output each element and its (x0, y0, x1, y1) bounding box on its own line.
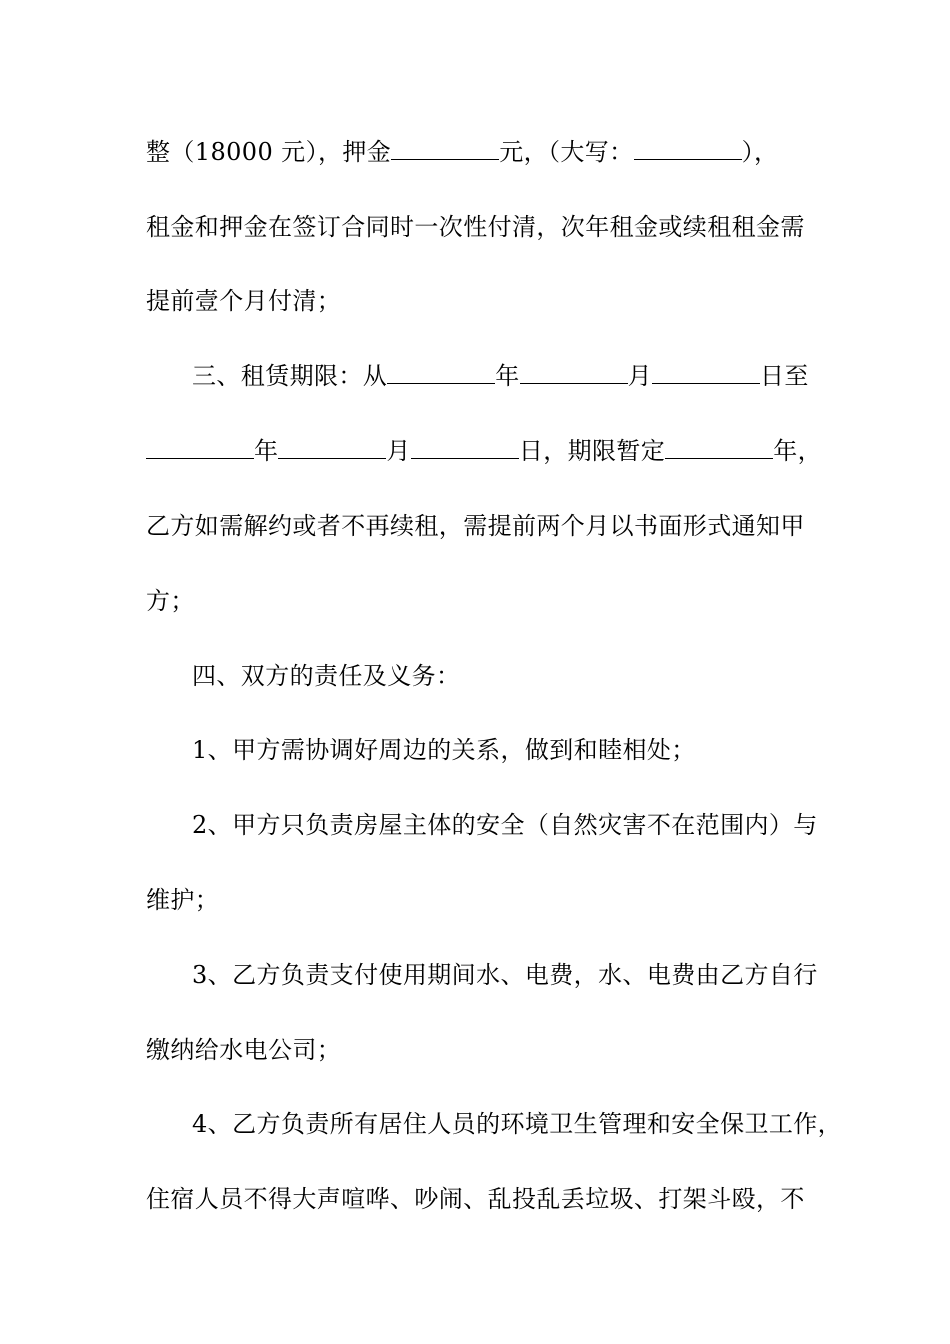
text-line-5 (146, 435, 826, 467)
text-line-2 (146, 211, 826, 243)
text-segment: 缴纳给水电公司； (146, 1036, 342, 1064)
blank-field-end-day (411, 436, 519, 459)
text-segment: 月 (627, 362, 653, 390)
text-segment: 四、双方的责任及义务： (192, 662, 461, 690)
blank-field-deposit-capital (634, 137, 742, 160)
blank-field-start-year (387, 361, 495, 384)
text-segment: 方； (146, 587, 195, 615)
blank-field-term-years (665, 436, 773, 459)
text-segment: 三、租赁期限：从 (192, 362, 388, 390)
text-line-13 (146, 1034, 826, 1066)
text-line-4 (192, 360, 872, 392)
text-segment: 年， (773, 437, 823, 465)
section-heading (192, 660, 872, 692)
text-segment: 整（18000 元），押金 (146, 138, 392, 166)
text-segment: 元，（大写： (499, 138, 634, 166)
text-segment: 年 (495, 362, 520, 390)
text-segment: 年 (254, 437, 279, 465)
text-line-3 (146, 285, 826, 317)
text-segment: 1、甲方需协调好周边的关系，做到和睦相处； (192, 736, 696, 764)
text-line-1 (146, 136, 826, 168)
text-line-10 (192, 809, 872, 841)
text-segment: 4、乙方负责所有居住人员的环境卫生管理和安全保卫工作， (192, 1110, 843, 1138)
text-segment: 日，期限暂定 (518, 437, 666, 465)
text-line-14 (192, 1108, 872, 1140)
text-line-9 (192, 734, 872, 766)
text-segment: 住宿人员不得大声喧哗、吵闹、乱投乱丢垃圾、打架斗殴，不 (146, 1185, 805, 1213)
text-segment: 乙方如需解约或者不再续租，需提前两个月以书面形式通知甲 (146, 512, 805, 540)
text-segment: 3、乙方负责支付使用期间水、电费，水、电费由乙方自行 (192, 961, 818, 989)
blank-field-start-day (652, 361, 760, 384)
text-segment: 租金和押金在签订合同时一次性付清，次年租金或续租租金需 (146, 213, 805, 241)
text-line-6 (146, 510, 826, 542)
text-line-11 (146, 884, 826, 916)
blank-field-start-month (520, 361, 628, 384)
text-line-7 (146, 585, 826, 617)
text-segment: 2、甲方只负责房屋主体的安全（自然灾害不在范围内）与 (192, 811, 818, 839)
text-line-15 (146, 1183, 826, 1215)
blank-field-end-month (278, 436, 386, 459)
blank-field-end-year (146, 436, 254, 459)
text-segment: 月 (386, 437, 411, 465)
text-segment: 维护； (146, 886, 220, 914)
text-segment: ）， (741, 138, 779, 166)
text-segment: 日至 (760, 362, 809, 390)
text-line-12 (192, 959, 872, 991)
text-segment: 提前壹个月付清； (146, 287, 342, 315)
blank-field-deposit (391, 137, 499, 160)
